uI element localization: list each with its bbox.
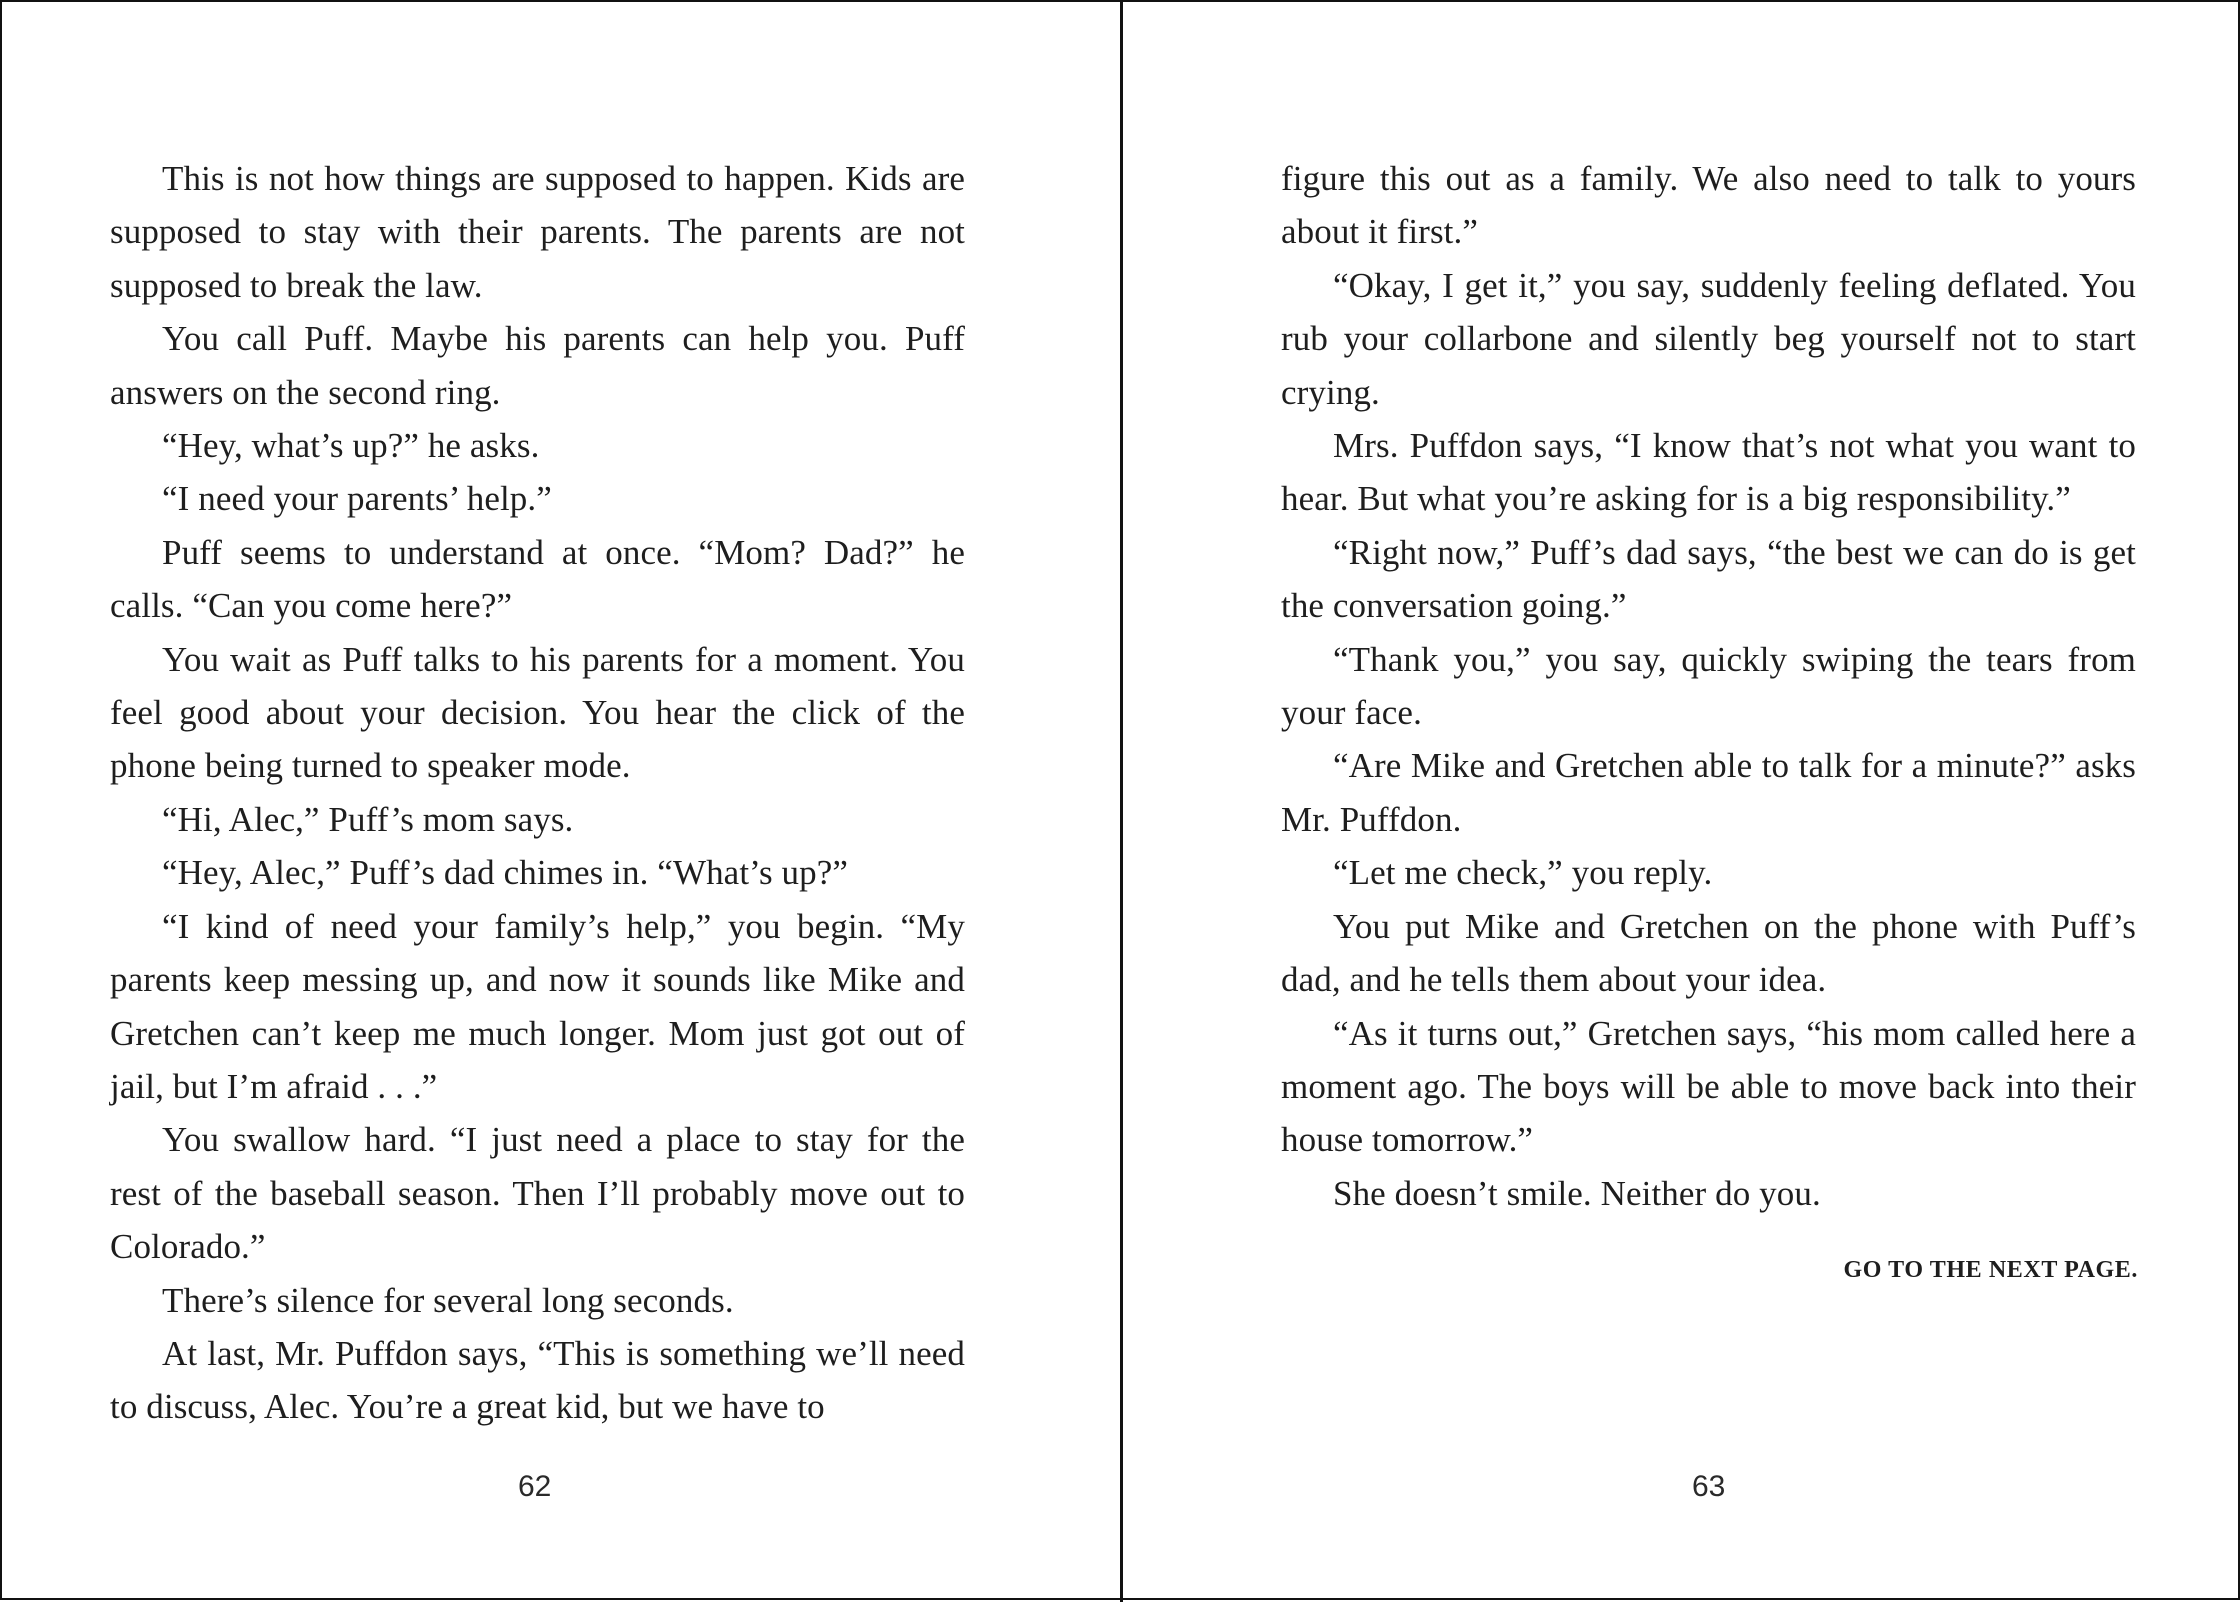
paragraph: You call Puff. Maybe his parents can help you. Puff answers on the second ring. (110, 319, 965, 412)
paragraph: At last, Mr. Puffdon says, “This is something we’ll need to discuss, Alec. You’re a great kid, but we have to (110, 1333, 965, 1427)
paragraph: “Thank you,” you say, quickly swiping the tears from your face. (1281, 639, 2136, 733)
paragraph: “Are Mike and Gretchen able to talk for a minute?” asks Mr. Puffdon. (1281, 746, 2136, 839)
paragraph-continued: figure this out as a family. We also need to talk to yours about it first.” (1281, 159, 2136, 252)
paragraph: There’s silence for several long seconds. (162, 1280, 734, 1320)
page-number-right: 63 (1692, 1470, 1726, 1503)
paragraph: “Okay, I get it,” you say, suddenly feeling deflated. You rub your collarbone and silently beg yourself not to start crying. (1281, 265, 2136, 412)
paragraph: Mrs. Puffdon says, “I know that’s not what you want to hear. But what you’re asking for is a big responsibility.” (1281, 426, 2136, 519)
paragraph: “Right now,” Puff’s dad says, “the best we can do is get the conversation going.” (1281, 532, 2136, 626)
paragraph: “I need your parents’ help.” (162, 479, 552, 519)
paragraph: You wait as Puff talks to his parents for a moment. You feel good about your decision. You hear the click of the phone being turned to speaker mode. (110, 639, 965, 786)
paragraph: “Hi, Alec,” Puff’s mom says. (162, 799, 574, 839)
paragraph: She doesn’t smile. Neither do you. (1333, 1173, 1821, 1213)
right-page (1123, 2, 2240, 1602)
right-page-text (1281, 152, 2136, 1220)
left-page (2, 2, 1120, 1602)
go-to-next-page-prompt: GO TO THE NEXT PAGE. (1843, 1257, 2138, 1283)
paragraph: “As it turns out,” Gretchen says, “his mom called here a moment ago. The boys will be able to move back into their house tomorrow.” (1281, 1013, 2136, 1160)
page-number-left: 62 (518, 1470, 552, 1503)
left-page-text (110, 152, 965, 1434)
paragraph: Puff seems to understand at once. “Mom? Dad?” he calls. “Can you come here?” (110, 532, 965, 626)
paragraph: You swallow hard. “I just need a place to stay for the rest of the baseball season. Then I’ll probably move out to Colorado.” (110, 1120, 965, 1267)
paragraph: You put Mike and Gretchen on the phone with Puff’s dad, and he tells them about your idea. (1281, 906, 2136, 1000)
paragraph: This is not how things are supposed to happen. Kids are supposed to stay with their parents. The parents are not supposed to break the law. (110, 159, 965, 305)
paragraph: “Hey, what’s up?” he asks. (162, 426, 540, 466)
paragraph: “Hey, Alec,” Puff’s dad chimes in. “What’s up?” (162, 853, 849, 893)
paragraph: “Let me check,” you reply. (1333, 853, 1713, 893)
paragraph: “I kind of need your family’s help,” you begin. “My parents keep messing up, and now it sounds like Mike and Gretchen can’t keep me much longer. Mom just got out of jail, but I’m afraid . . .” (110, 906, 965, 1106)
